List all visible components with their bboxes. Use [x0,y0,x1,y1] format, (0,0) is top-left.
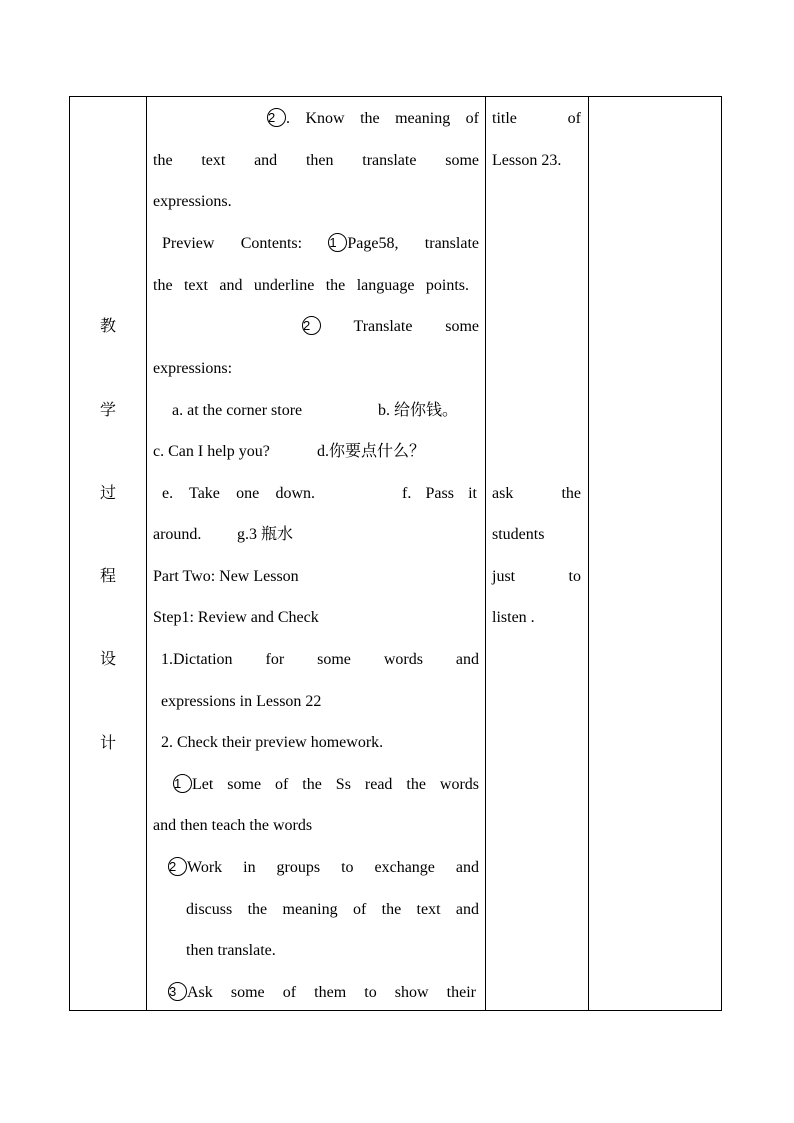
note-line: ask the [492,485,581,502]
circled-number: 2 [302,316,321,335]
content-line: the text and then translate some [153,152,479,169]
section-label-column [70,97,146,1010]
column-divider-3 [588,97,589,1010]
content-line: d.你要点什么？ [317,443,426,460]
note-line: Lesson 23. [492,152,562,169]
column-divider-2 [485,97,486,1010]
content-line: b. 给你钱。 [378,402,459,419]
content-line: 3 Ask some of them to show their [169,984,476,1001]
content-line: Step1: Review and Check [153,609,319,626]
note-line: just to [492,568,581,585]
note-line: listen . [492,609,535,626]
note-line: title of [492,110,581,127]
circled-number: 1 [173,774,192,793]
content-line: 2 Work in groups to exchange and [169,859,479,876]
label-char: 计 [99,733,116,752]
content-line: g.3 瓶水 [237,526,294,543]
content-line: 2. Check their preview homework. [161,734,384,751]
content-line: f. Pass it [402,485,477,502]
label-char: 学 [99,400,116,419]
circled-number: 3 [168,982,187,1001]
content-line: discuss the meaning of the text and [186,901,479,918]
content-line: the text and underline the language points. [153,277,469,294]
content-line: Preview Contents: 1 Page58, translate [162,235,479,252]
content-line: e. Take one down. [162,485,315,502]
content-line: and then teach the words [153,817,313,834]
content-line: Part Two: New Lesson [153,568,299,585]
note-line: students [492,526,545,543]
content-line: expressions: [153,360,233,377]
content-line: expressions in Lesson 22 [161,693,322,710]
content-line: around. [153,526,202,543]
circled-number: 2 [168,857,187,876]
circled-number: 1 [328,233,347,252]
content-line: 1 Let some of the Ss read the words [174,776,479,793]
label-char: 程 [99,566,116,585]
content-line: a. at the corner store [172,402,303,419]
content-line: 2 . Know the meaning of [268,110,479,127]
circled-number: 2 [267,108,286,127]
content-line: then translate. [186,942,276,959]
label-char: 过 [99,483,116,502]
content-line: 2 Translate some [303,318,479,335]
label-char: 教 [99,316,116,335]
column-divider-1 [146,97,147,1010]
lesson-table [69,96,722,1011]
content-line: 1.Dictation for some words and [161,651,479,668]
content-line: c. Can I help you? [153,443,270,460]
label-char: 设 [99,649,116,668]
content-line: expressions. [153,193,232,210]
